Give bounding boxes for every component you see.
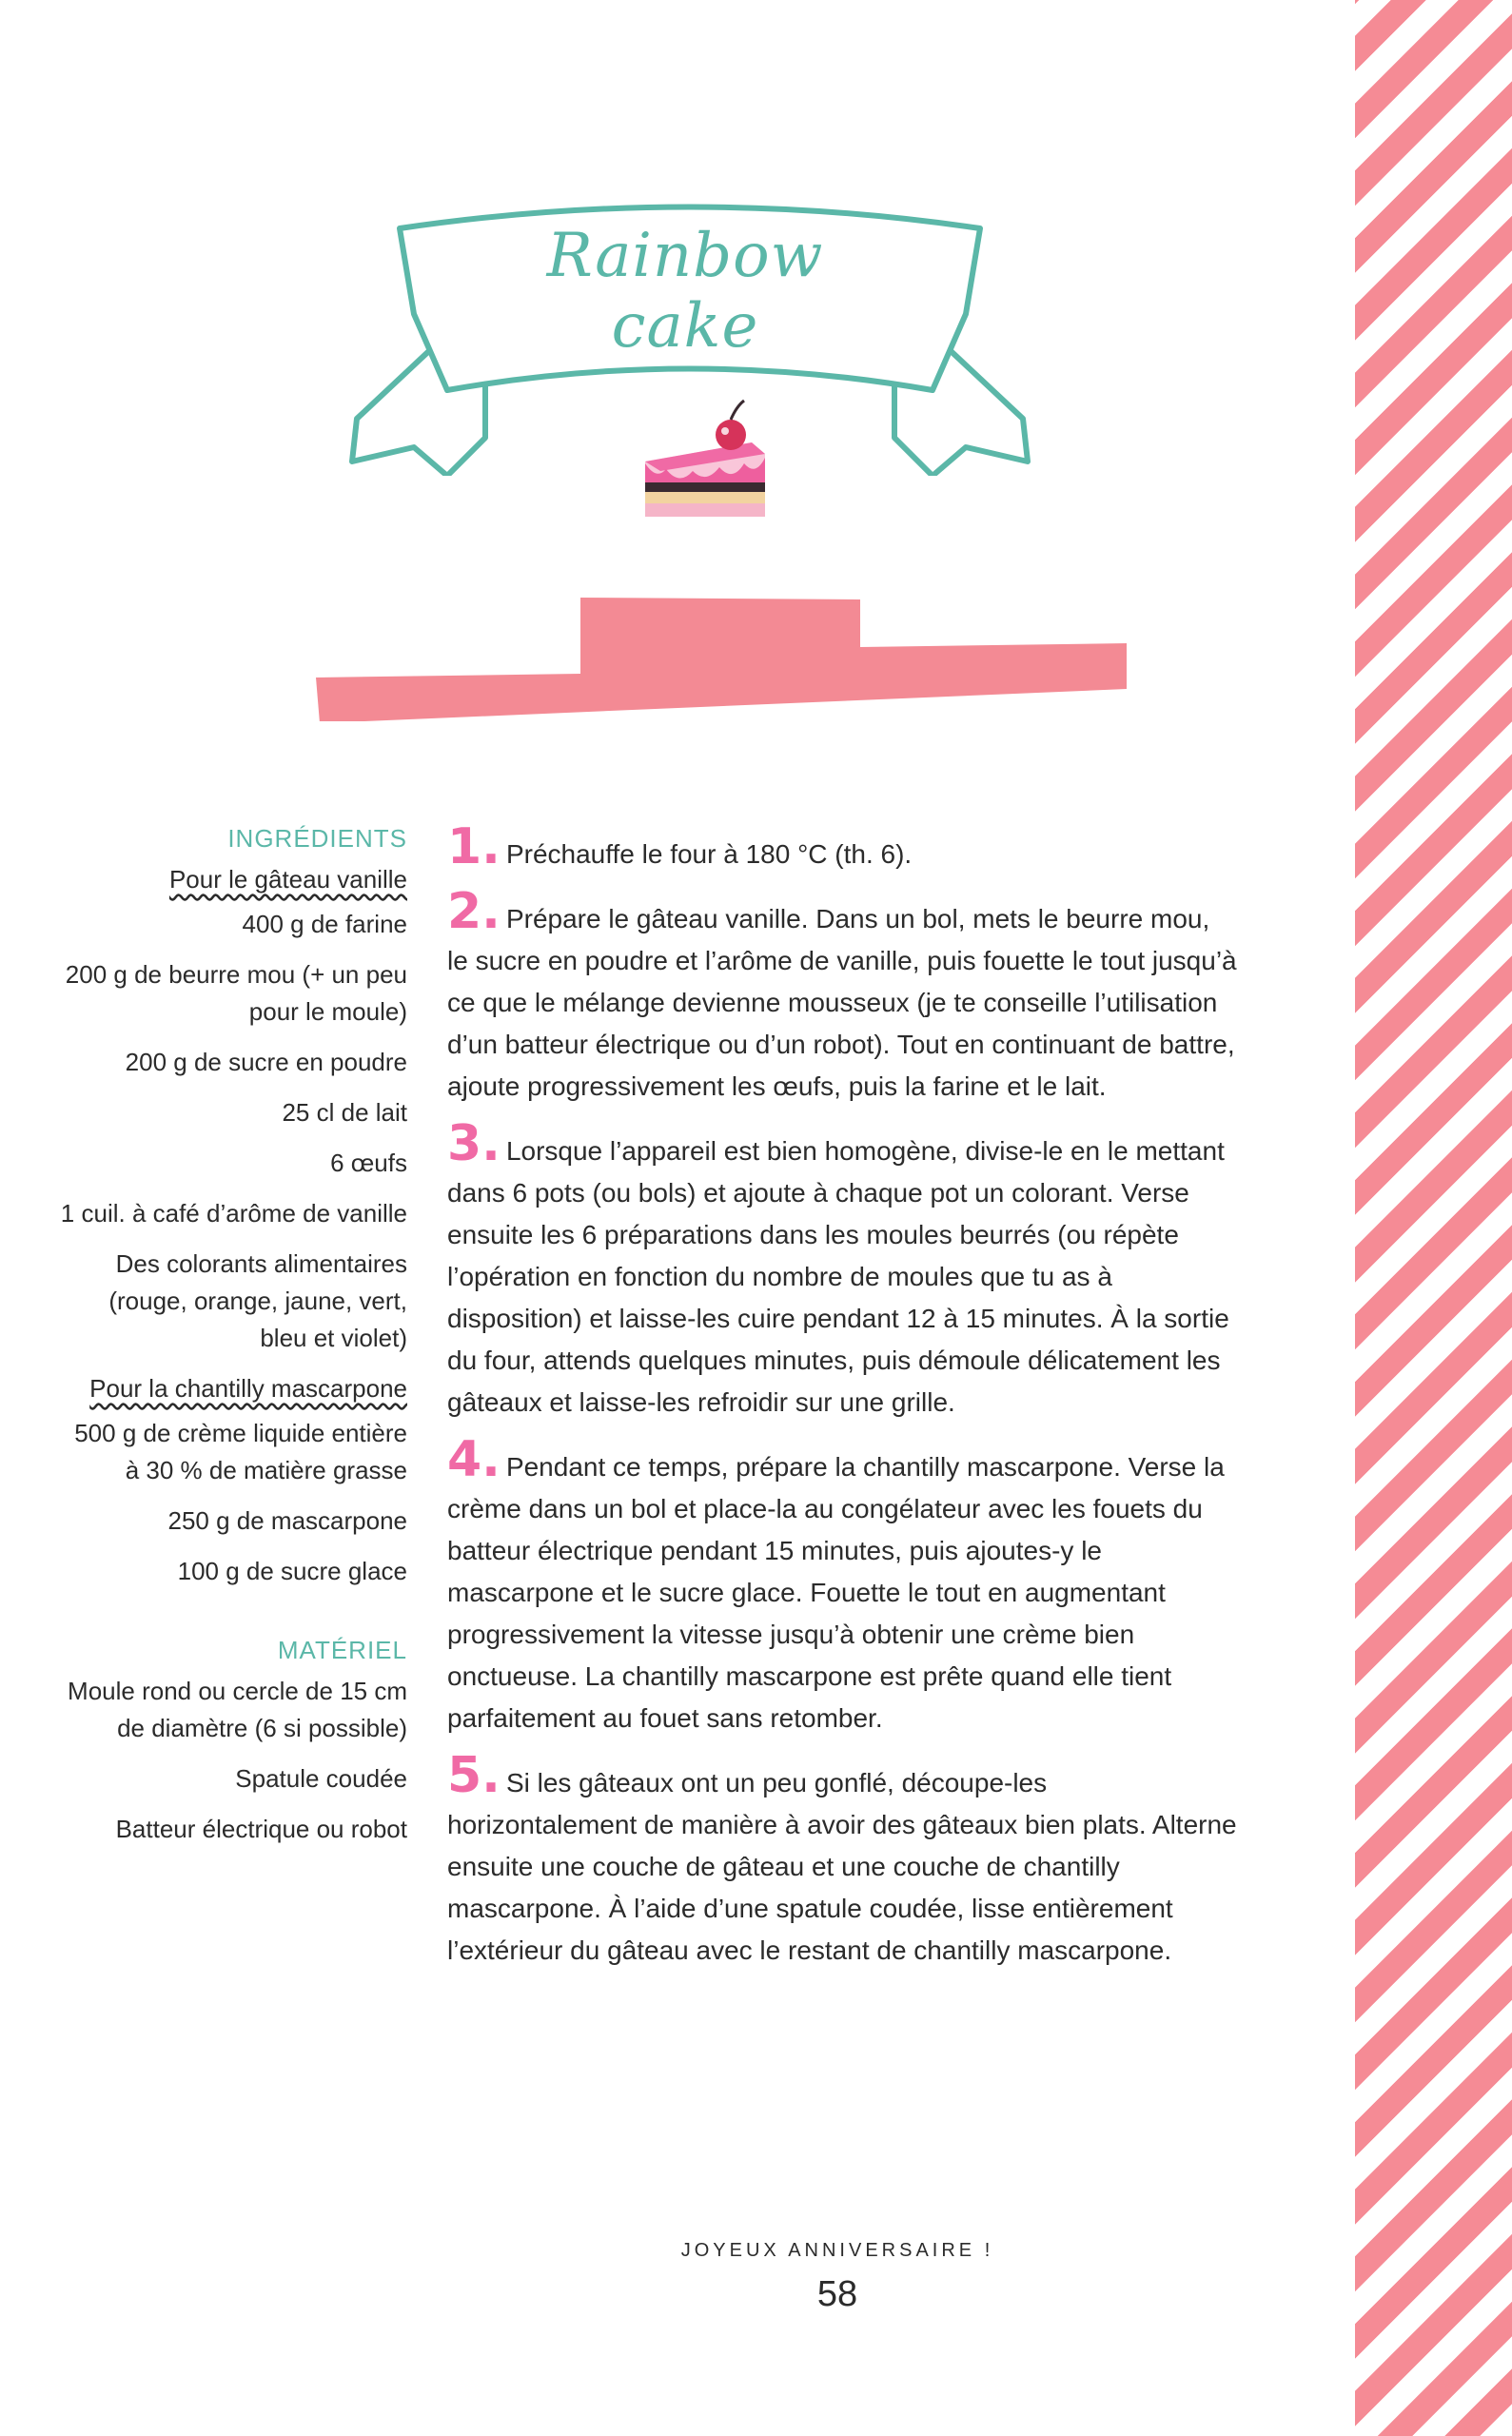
step-text: Lorsque l’appareil est bien homogène, divise-le en le mettant dans 6 pots (ou bols) et ajoute à chaque pot un colorant. Verse ensuite les 6 préparations dans les moules beurrés (ou répète l’opération en fonction du nombre de moules que tu as à disposition) et laisse-les cuire pendant 12 à 15 minutes. À la sortie du four, attends quelques minutes, puis démoule délicatement les gâteaux et laisse-les refroidir sur une grille. (447, 1136, 1229, 1417)
step-1 (447, 818, 1237, 875)
steps-column (447, 818, 1237, 1987)
step-3 (447, 1115, 1237, 1424)
ingredient-item: 400 g de farine (242, 910, 407, 938)
ingredient-item: 6 œufs (330, 1149, 407, 1177)
recipe-title: Rainbow cake (546, 221, 824, 362)
step-text: Si les gâteaux ont un peu gonflé, découpe-les horizontalement de manière à avoir des gâteaux bien plats. Alterne ensuite une couche de gâteau et une couche de chantilly mascarpone. À l’aide d’une spatule coudée, lisse entièrement l’extérieur du gâteau avec le restant de chantilly mascarpone. (447, 1768, 1237, 1965)
materiel-item: Spatule coudée (235, 1764, 407, 1793)
ingredient-item: 100 g de sucre glace (177, 1557, 407, 1585)
vanilla-cake-subheading: Pour le gâteau vanille (168, 865, 407, 894)
chantilly-subheading: Pour la chantilly mascarpone (89, 1374, 407, 1403)
page-number: 58 (816, 2274, 858, 2314)
ingredient-item: 25 cl de lait (282, 1098, 407, 1127)
step-number: 2. (447, 883, 501, 940)
materiel-heading: MATÉRIEL (277, 1636, 407, 1664)
ingredients-heading: INGRÉDIENTS (227, 824, 407, 853)
footer-label: JOYEUX ANNIVERSAIRE ! (680, 2240, 994, 2261)
step-number: 3. (447, 1115, 501, 1172)
step-number: 4. (447, 1431, 501, 1488)
striped-side-border (1355, 0, 1512, 2436)
ingredient-item: 1 cuil. à café d’arôme de vanille (60, 1199, 407, 1228)
step-number: 5. (447, 1747, 501, 1804)
ingredient-item: 200 g de beurre mou (+ un peu pour le moule) (65, 960, 407, 1026)
step-5 (447, 1747, 1237, 1972)
ingredient-item: 250 g de mascarpone (167, 1506, 407, 1535)
step-text: Pendant ce temps, prépare la chantilly mascarpone. Verse la crème dans un bol et place-la au congélateur avec les fouets du batteur électrique pendant 15 minutes, puis ajoutes-y le mascarpone et le sucre glace. Fouette le tout en augmentant progressivement la vitesse jusqu’à obtenir une crème bien onctueuse. La chantilly mascarpone est prête quand elle tient parfaitement au fouet sans retomber. (447, 1452, 1225, 1733)
materiel-item: Moule rond ou cercle de 15 cm de diamètre (6 si possible) (68, 1677, 407, 1742)
ingredient-item: Des colorants alimentaires (rouge, orange, jaune, vert, bleu et violet) (108, 1249, 407, 1352)
step-text: Prépare le gâteau vanille. Dans un bol, mets le beurre mou, le sucre en poudre et l’arôme de vanille, puis fouette le tout jusqu’à ce que le mélange devienne mousseux (je te conseille l’utilisation d’un batteur électrique ou d’un robot). Tout en continuant de battre, ajoute progressivement les œufs, puis la farine et le lait. (447, 904, 1237, 1101)
ingredients-column (57, 820, 407, 1861)
step-4 (447, 1431, 1237, 1739)
step-2 (447, 883, 1237, 1108)
cake-slice-icon (638, 395, 771, 528)
ingredient-item: 200 g de sucre en poudre (125, 1048, 407, 1076)
step-text: Préchauffe le four à 180 °C (th. 6). (505, 839, 913, 869)
pink-title-bar (316, 598, 1127, 721)
step-number: 1. (447, 818, 501, 875)
ingredient-item: 500 g de crème liquide entière à 30 % de matière grasse (74, 1419, 407, 1484)
materiel-item: Batteur électrique ou robot (115, 1815, 407, 1843)
